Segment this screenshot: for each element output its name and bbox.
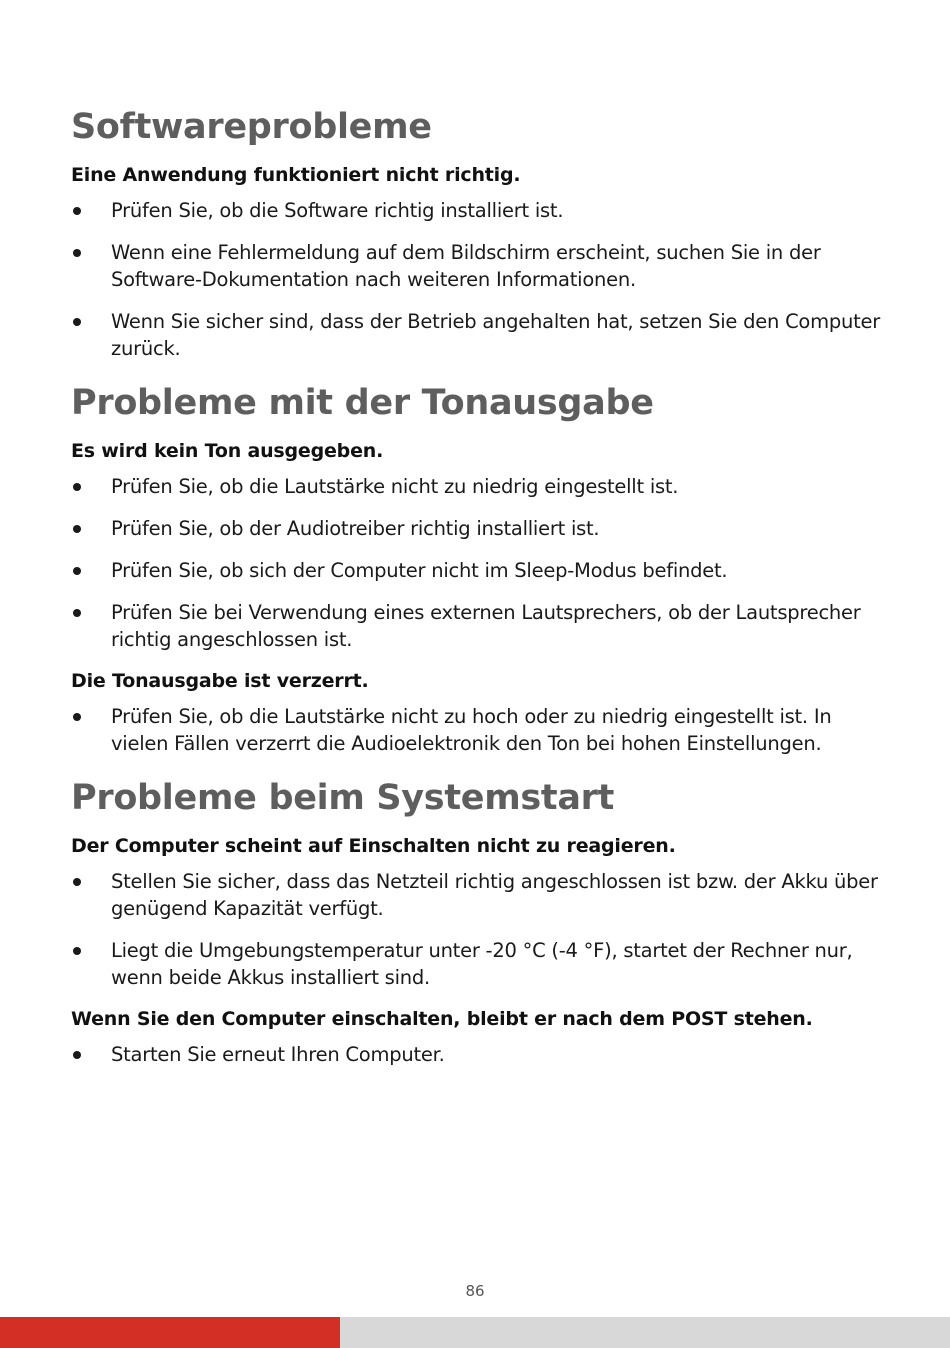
list-item: [71, 703, 881, 757]
list-item-text: Prüfen Sie, ob der Audiotreiber richtig installiert ist.: [111, 517, 600, 540]
bullet-icon: [73, 567, 81, 575]
list-item: [71, 308, 881, 362]
list-item: [71, 239, 881, 293]
section-title-software: Softwareprobleme: [71, 107, 432, 147]
bullet-icon: [73, 207, 81, 215]
list-item: [71, 937, 881, 991]
list-item-text: Prüfen Sie, ob sich der Computer nicht im Sleep-Modus befindet.: [111, 559, 728, 582]
bullet-list: [71, 473, 881, 653]
footer-bar: [0, 1317, 950, 1348]
subheading: Der Computer scheint auf Einschalten nicht zu reagieren.: [71, 835, 676, 857]
list-item-text: Wenn Sie sicher sind, dass der Betrieb angehalten hat, setzen Sie den Computer zurück.: [111, 310, 881, 360]
list-item: [71, 868, 881, 922]
list-item-text: Starten Sie erneut Ihren Computer.: [111, 1043, 445, 1066]
list-item-text: Prüfen Sie, ob die Lautstärke nicht zu hoch oder zu niedrig eingestellt ist. In vielen Fällen verzerrt die Audioelektronik den Ton bei hohen Einstellungen.: [111, 705, 832, 755]
subheading: Es wird kein Ton ausgegeben.: [71, 440, 384, 462]
bullet-icon: [73, 713, 81, 721]
bullet-icon: [73, 483, 81, 491]
list-item: [71, 515, 881, 542]
list-item: [71, 1041, 881, 1068]
bullet-list: [71, 703, 881, 757]
list-item-text: Liegt die Umgebungstemperatur unter -20 °C (-4 °F), startet der Rechner nur, wenn beide Akkus installiert sind.: [111, 939, 853, 989]
section-title-startup: Probleme beim Systemstart: [71, 778, 615, 818]
bullet-list: [71, 1041, 881, 1068]
list-item-text: Prüfen Sie bei Verwendung eines externen Lautsprechers, ob der Lautsprecher richtig angeschlossen ist.: [111, 601, 861, 651]
subheading: Die Tonausgabe ist verzerrt.: [71, 670, 369, 692]
list-item-text: Prüfen Sie, ob die Software richtig installiert ist.: [111, 199, 564, 222]
bullet-icon: [73, 318, 81, 326]
list-item: [71, 599, 881, 653]
section-title-audio: Probleme mit der Tonausgabe: [71, 383, 654, 423]
bullet-icon: [73, 609, 81, 617]
bullet-icon: [73, 1051, 81, 1059]
bullet-icon: [73, 249, 81, 257]
subheading: Eine Anwendung funktioniert nicht richtig.: [71, 164, 521, 186]
page-number: 86: [465, 1282, 485, 1300]
bullet-list: [71, 197, 881, 362]
subheading: Wenn Sie den Computer einschalten, bleibt er nach dem POST stehen.: [71, 1008, 813, 1030]
list-item-text: Stellen Sie sicher, dass das Netzteil richtig angeschlossen ist bzw. der Akku über genügend Kapazität verfügt.: [111, 870, 878, 920]
list-item: [71, 473, 881, 500]
bullet-icon: [73, 878, 81, 886]
footer-accent-bar: [0, 1317, 340, 1348]
list-item: [71, 557, 881, 584]
list-item-text: Prüfen Sie, ob die Lautstärke nicht zu niedrig eingestellt ist.: [111, 475, 679, 498]
bullet-list: [71, 868, 881, 991]
page-content: [71, 104, 881, 1083]
list-item-text: Wenn eine Fehlermeldung auf dem Bildschirm erscheint, suchen Sie in der Software-Dokumentation nach weiteren Informationen.: [111, 241, 821, 291]
list-item: [71, 197, 881, 224]
bullet-icon: [73, 947, 81, 955]
bullet-icon: [73, 525, 81, 533]
